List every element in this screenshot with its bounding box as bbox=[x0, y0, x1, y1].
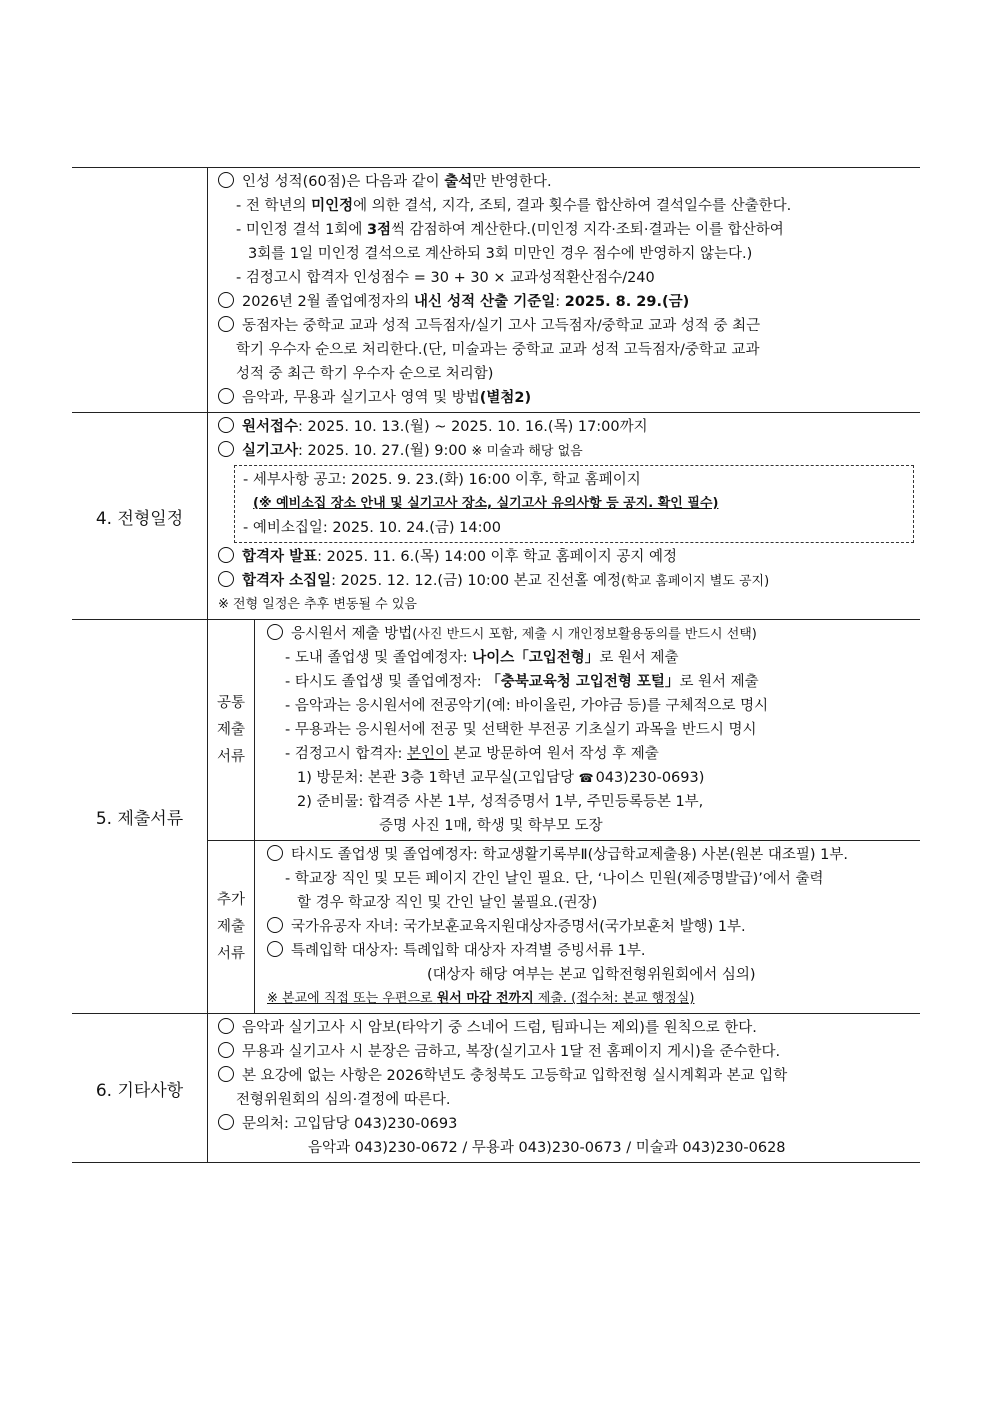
schedule-detail-box: - 세부사항 공고: 2025. 9. 23.(화) 16:00 이후, 학교 홈페이지 (※ 예비소집 장소 안내 및 실기고사 장소, 실기고사 유의사항 등 공지. 확인 필수) - 예비소집일: 2025. 10. 24.(금) 14:00 bbox=[234, 465, 914, 543]
section-3-row: 인성 성적(60점)은 다음과 같이 출석만 반영한다. - 전 학년의 미인정에 의한 결석, 지각, 조퇴, 결과 횟수를 합산하여 결석일수를 산출한다. - 미인정 결석 1회에 3점씩 감점하여 계산한다.(미인정 지각·조퇴·결과는 이를 합산하여 3회를 1일 미인정 결석으로 계산하되 3회 미만인 경우 점수에 반영하지 않는다.) - 검정고시 합격자 인성점수 = 30 + 30 × 교과성적환산점수/240 2026년 2월 졸업예정자의 내신 성적 산출 기준일: 2025. 8. 29.(금) 동점자는 중학교 교과 성적 고득점자/실기 고사 고득점자/중학교 교과 성적 중 최근 학기 우수자 순으로 처리한다.(단, 미술과는 중학교 교과 성적 고득점자/중학교 교과 성적 중 최근 학기 우수자 순으로 처리함) 음악과, 무용과 실기고사 영역 및 방법(별첨2) bbox=[72, 168, 920, 413]
section-4-header: 4. 전형일정 bbox=[72, 413, 208, 620]
circle-bullet-icon bbox=[218, 388, 234, 404]
circle-bullet-icon bbox=[218, 417, 234, 433]
circle-bullet-icon bbox=[218, 292, 234, 308]
circle-bullet-icon bbox=[218, 172, 234, 188]
circle-bullet-icon bbox=[218, 1042, 234, 1058]
circle-bullet-icon bbox=[267, 917, 283, 933]
circle-bullet-icon bbox=[218, 316, 234, 332]
circle-bullet-icon bbox=[218, 1018, 234, 1034]
documents-subtable bbox=[208, 620, 920, 1013]
phone-icon: ☎ bbox=[578, 771, 594, 785]
section-5-header: 5. 제출서류 bbox=[72, 620, 208, 1014]
section-4-row: 4. 전형일정 원서접수: 2025. 10. 13.(월) ~ 2025. 10. 16.(목) 17:00까지 실기고사: 2025. 10. 27.(월) 9:00 ※ 미술과 해당 없음 - 세부사항 공고: 2025. 9. 23.(화) 16:00 이후, 학교 홈페이지 (※ 예비소집 장소 안내 및 실기고사 장소, 실기고사 유의사항 등 공지. 확인 필수) - 예비소집일: 2025. 10. 24.(금) 14:00 합격자 발표: 2025. 11. 6.(목) 14:00 이후 학교 홈페이지 공지 예정 합격자 소집일: 2025. 12. 12.(금) 10:00 본교 진선홀 예정(학교 홈페이지 별도 공지) ※ 전형 일정은 추후 변동될 수 있음 bbox=[72, 413, 920, 620]
additional-documents-label: 추가 제출 서류 bbox=[208, 841, 255, 1014]
circle-bullet-icon bbox=[218, 1114, 234, 1130]
additional-documents-row: 추가 제출 서류 타시도 졸업생 및 졸업예정자: 학교생활기록부Ⅱ(상급학교제출용) 사본(원본 대조필) 1부. - 학교장 직인 및 모든 페이지 간인 날인 필요. 단, ‘나이스 민원(제증명발급)’에서 출력 할 경우 학교장 직인 및 간인 날인 불필요.(권장) 국가유공자 자녀: 국가보훈교육지원대상자증명서(국가보훈처 발행) 1부. 특례입학 대상자: 특례입학 대상자 자격별 증빙서류 1부. (대상자 해당 여부는 본교 입학전형위원회에서 심의) ※ 본교에 직접 또는 우편으로 원서 마감 전까지 제출. (접수처: 본교 행정실) bbox=[208, 841, 920, 1014]
circle-bullet-icon bbox=[218, 441, 234, 457]
section-5-row bbox=[72, 620, 920, 1014]
section-3-header bbox=[72, 168, 208, 413]
circle-bullet-icon bbox=[267, 845, 283, 861]
section-6-header: 6. 기타사항 bbox=[72, 1014, 208, 1163]
circle-bullet-icon bbox=[218, 571, 234, 587]
circle-bullet-icon bbox=[267, 624, 283, 640]
circle-bullet-icon bbox=[218, 547, 234, 563]
admission-table bbox=[72, 167, 920, 1163]
common-documents-label: 공통 제출 서류 bbox=[208, 620, 255, 841]
section-6-row: 6. 기타사항 음악과 실기고사 시 암보(타악기 중 스네어 드럼, 팀파니는 제외)를 원칙으로 한다. 무용과 실기고사 시 분장은 금하고, 복장(실기고사 1달 전 홈페이지 게시)을 준수한다. 본 요강에 없는 사항은 2026학년도 충청북도 고등학교 입학전형 실시계획과 본교 입학 전형위원회의 심의·결정에 따른다. 문의처: 고입담당 043)230-0693 음악과 043)230-0672 / 무용과 043)230-0673 / 미술과 043)230-0628 bbox=[72, 1014, 920, 1163]
common-documents-row: 공통 제출 서류 응시원서 제출 방법(사진 반드시 포함, 제출 시 개인정보활용동의를 반드시 선택) - 도내 졸업생 및 졸업예정자: 나이스「고입전형」로 원서 제출 - 타시도 졸업생 및 졸업예정자: 「충북교육청 고입전형 포털」로 원서 제출 - 음악과는 응시원서에 전공악기(예: 바이올린, 가야금 등)를 구체적으로 명시 - 무용과는 응시원서에 전공 및 선택한 부전공 기초실기 과목을 반드시 명시 - 검정고시 합격자: 본인이 본교 방문하여 원서 작성 후 제출 1) 방문처: 본관 3층 1학년 교무실(고입담당 ☎ 043)230-0693) 2) 준비물: 합격증 사본 1부, 성적증명서 1부, 주민등록등본 1부, 증명 사진 1매, 학생 및 학부모 도장 bbox=[208, 620, 920, 841]
circle-bullet-icon bbox=[218, 1066, 234, 1082]
circle-bullet-icon bbox=[267, 941, 283, 957]
